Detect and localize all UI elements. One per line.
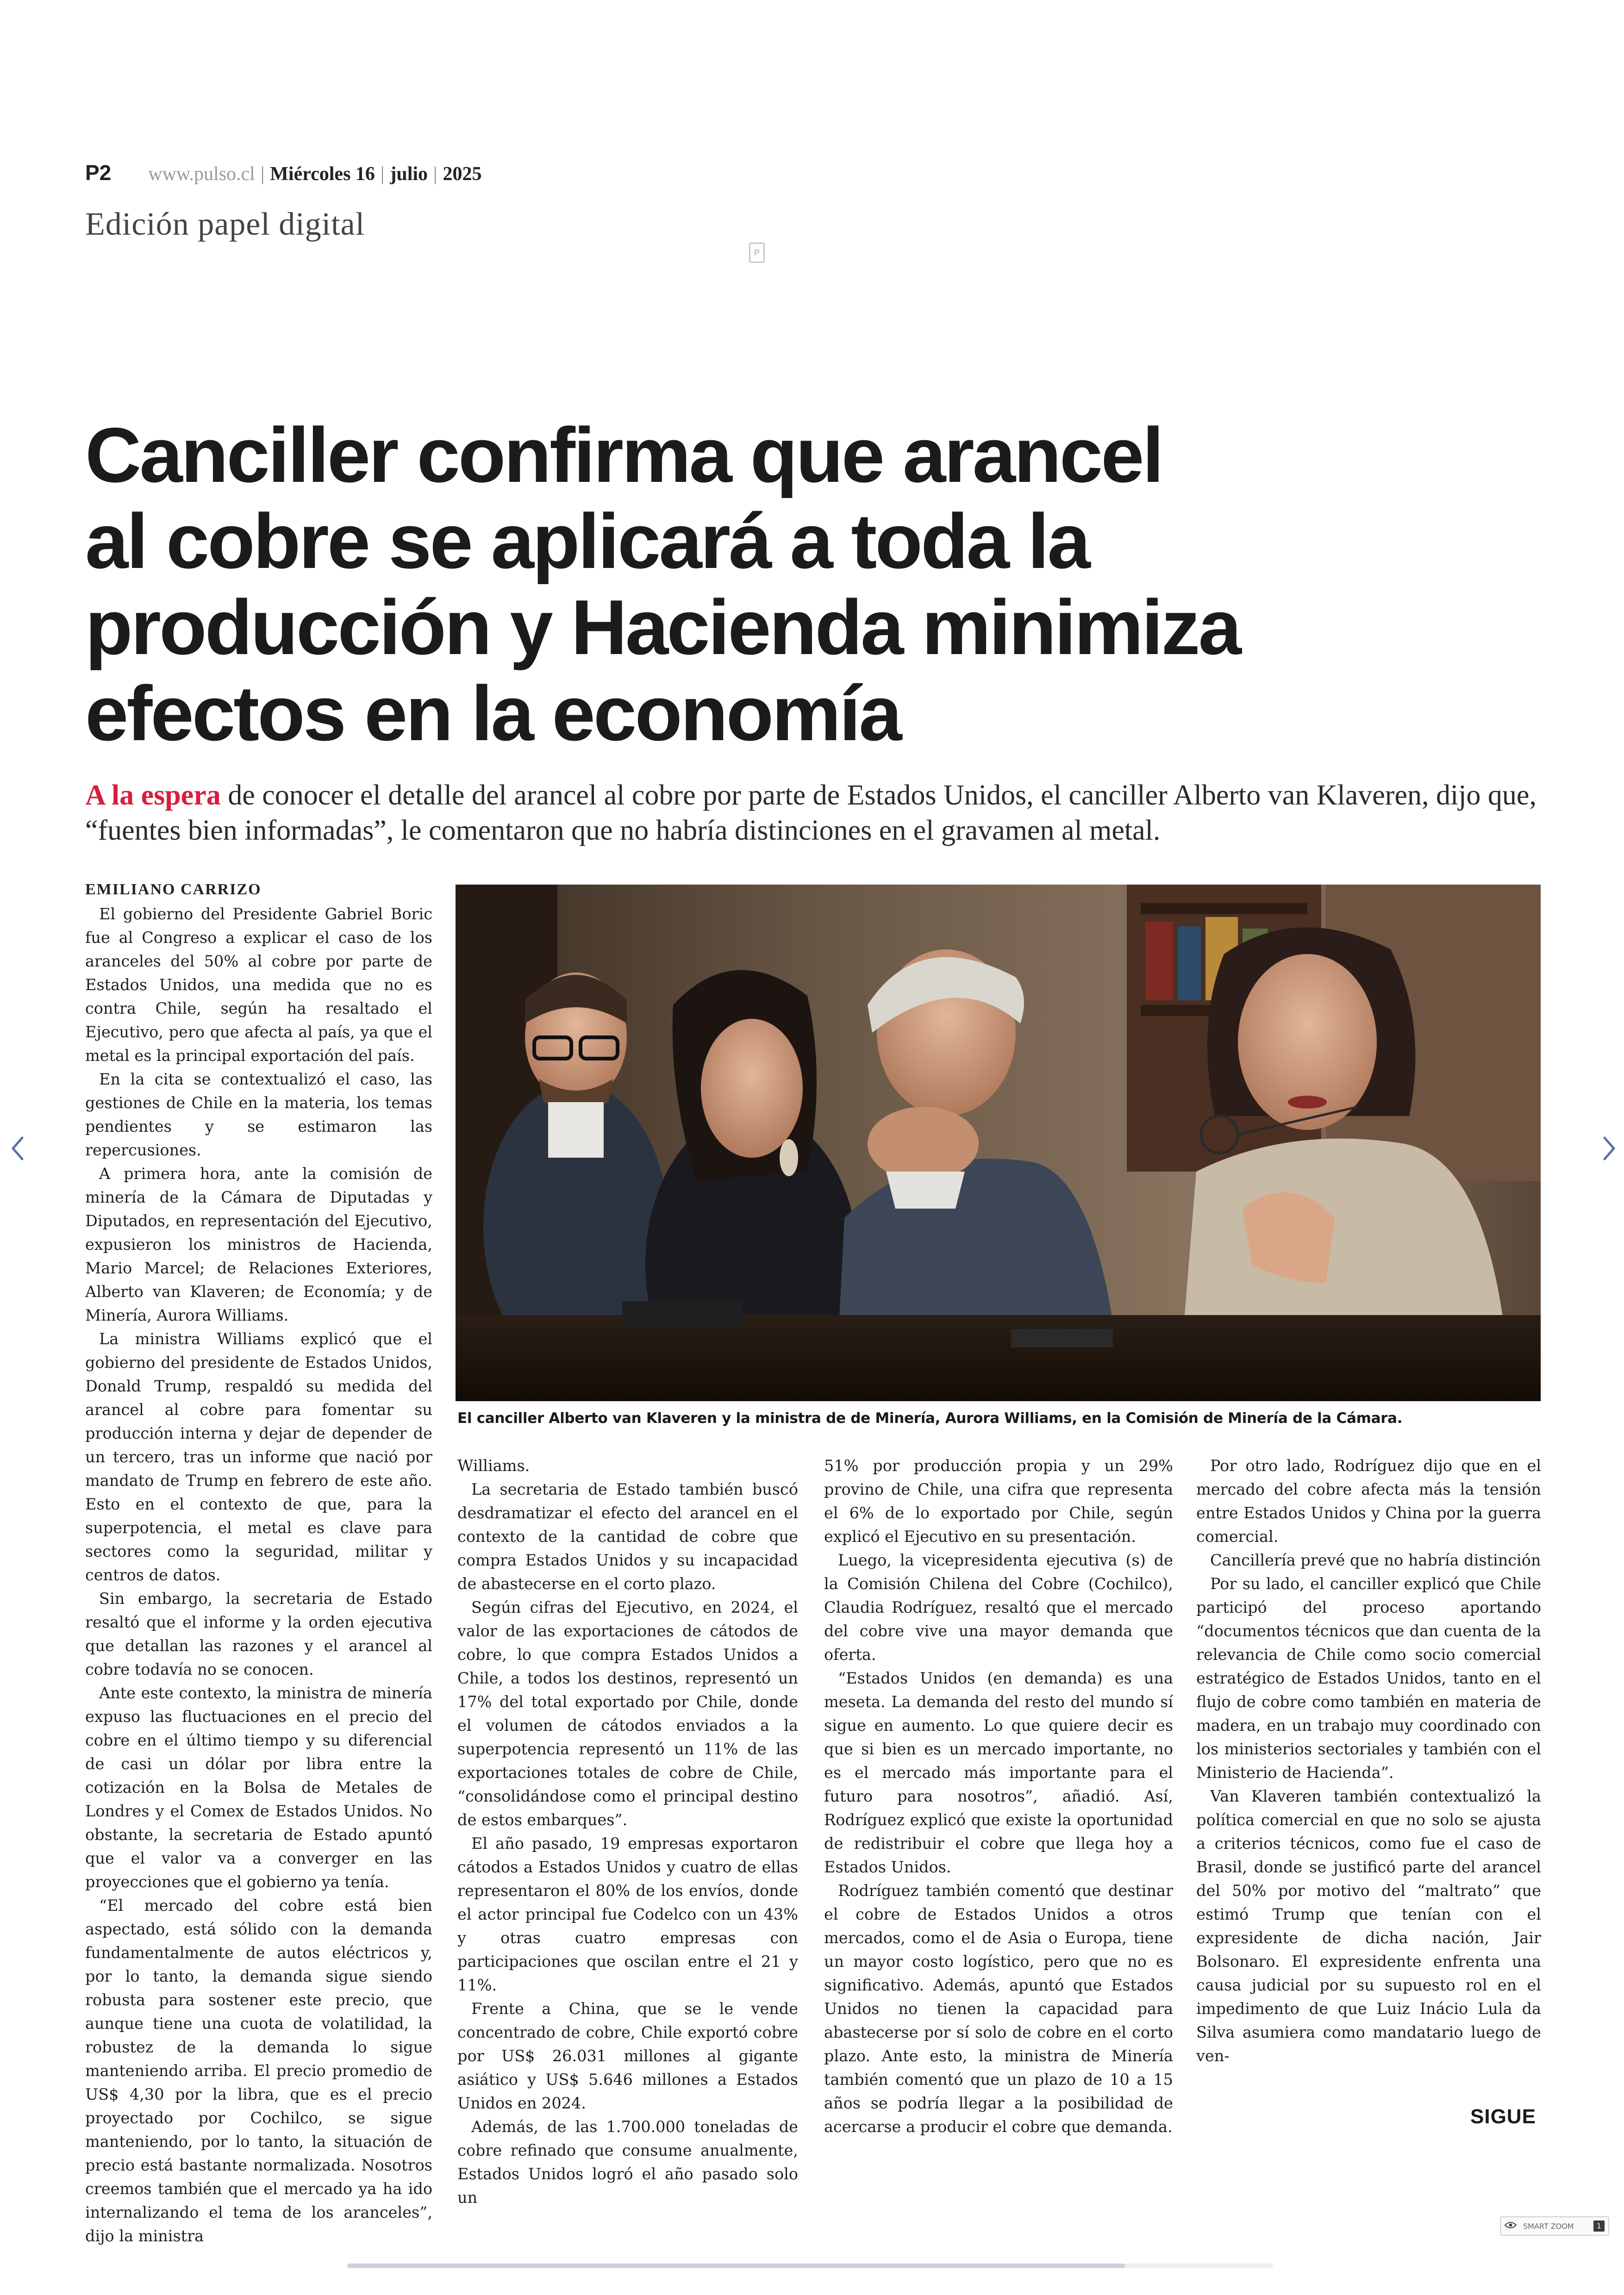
paragraph: Williams. [457,1457,530,1475]
paragraph: La ministra Williams explicó que el gobierno del presidente de Estados Unidos, Donald Trump, respaldó su medida del arancel al cobre para fomentar su producción interna y dejar de depender de un tercero, tras un informe que nació por mandato de Trump en febrero de este año. Esto en el contexto de que, para la superpotencia, el metal es clave para sectores como la seguridad, militar y centros de datos. [85,1330,432,1584]
article-column-2 [457,1454,798,2209]
separator: | [380,163,385,185]
section-subhead: Cancillería prevé que no habría distinción [1210,1551,1541,1569]
paragraph: Por su lado, el canciller explicó que Chile participó del proceso aportando “documentos técnicos que dan cuenta de la relevancia de Chile como socio comercial estratégico de Estados Unidos, tanto en el flujo de cobre como también en materia de madera, en un trabajo muy coordinado con los ministerios sectoriales y también con el Ministerio de Hacienda”. [1196,1575,1541,1782]
paragraph: 51% por producción propia y un 29% provino de Chile, una cifra que representa el 6% de lo exportado por Chile, según explicó el Ejecutivo en su presentación. [824,1457,1173,1546]
paragraph: Frente a China, que se le vende concentrado de cobre, Chile exportó cobre por US$ 26.031 millones al gigante asiático y US$ 5.646 millones a Estados Unidos en 2024. [457,2000,798,2112]
edition-label: Edición papel digital [85,206,365,242]
chevron-left-icon[interactable] [6,1132,30,1165]
separator: | [433,163,437,185]
site-url[interactable]: www.pulso.cl [148,163,255,185]
article-deck [85,778,1543,848]
paragraph: Según cifras del Ejecutivo, en 2024, el valor de las exportaciones de cátodos de cobre, lo que compra Estados Unidos a Chile, a todos los destinos, representó un 17% del total exportado por Chile, donde el volumen de cátodos enviados a la superpotencia representó un 11% de las exportaciones totales de cobre de Chile, “consolidándose como el principal destino de estos embarques”. [457,1598,798,1829]
paragraph: El gobierno del Presidente Gabriel Boric fue al Congreso a explicar el caso de los aranceles del 50% al cobre por parte de Estados Unidos, una medida que no es contra Chile, según ha resaltado el Ejecutivo, pero que afecta al país, ya que el metal es la principal exportación del país. [85,905,432,1065]
paragraph: A primera hora, ante la comisión de minería de la Cámara de Diputadas y Diputados, en representación del Ejecutivo, expusieron los ministros de Hacienda, Mario Marcel; de Relaciones Exteriores, Alberto van Klaveren; de Economía; y de Minería, Aurora Williams. [85,1165,432,1324]
byline: EMILIANO CARRIZO [85,881,262,898]
paragraph: Rodríguez también comentó que destinar el cobre de Estados Unidos a otros mercados, como el de Asia o Europa, tiene un mayor costo logístico, pero que no es significativo. Además, apuntó que Estados Unidos no tienen la capacidad para abastecerse por sí solo de cobre en el corto plazo. Ante esto, la ministra de Minería también comentó que un plazo de 10 a 15 años se podría llegar a la posibilidad de acercarse a producir el cobre que demanda. [824,1882,1173,2136]
continues-label: SIGUE [1470,2105,1536,2128]
page-marker-icon[interactable]: P [749,243,765,263]
separator: | [260,163,265,185]
deck-text: de conocer el detalle del arancel al cobre por parte de Estados Unidos, el canciller Alberto van Klaveren, dijo que, “fuentes bien informadas”, le comentaron que no habría distinciones en el gravamen al metal. [85,780,1537,846]
paragraph: Van Klaveren también contextualizó la política comercial en que no solo se ajusta a criterios técnicos, como fue el caso de Brasil, donde se justificó parte del arancel del 50% por motivo del “maltrato” que estimó Trump que tenían con el expresidente de dicha nación, Jair Bolsonaro. El expresidente enfrenta una causa judicial por su supuesto rol en el impedimento de que Luiz Inácio Lula da Silva asumiera como mandatario luego de ven- [1196,1787,1541,2065]
deck-lead: A la espera [85,780,221,811]
paragraph: Sin embargo, la secretaria de Estado resaltó que el informe y la orden ejecutiva que detallan las razones y el arancel al cobre todavía no se conocen. [85,1590,432,1678]
chevron-right-icon[interactable] [1597,1132,1620,1165]
article-column-4 [1196,1454,1541,2068]
scrollbar-thumb[interactable] [347,2264,1125,2268]
zoom-count-badge: 1 [1593,2220,1605,2232]
paragraph: En la cita se contextualizó el caso, las gestiones de Chile en la materia, los temas pendientes y se estimaron las repercusiones. [85,1070,432,1159]
smart-zoom-button[interactable] [1500,2216,1609,2236]
date-month: julio [390,163,428,185]
paragraph: “El mercado del cobre está bien aspectado, está sólido con la demanda fundamentalmente de autos eléctricos y, por lo tanto, la demanda sigue siendo robusta para sostener este precio, que aunque tiene una cuota de volatilidad, la robustez de la demanda lo sigue manteniendo arriba. El precio promedio de US$ 4,30 por la libra, que es el precio proyectado por Cochilco, se sigue manteniendo, por lo tanto, la situación de precio está bastante normalizada. Nosotros creemos también que el mercado ya ha ido internalizando el tema de los aranceles”, dijo la ministra [85,1896,432,2245]
page-header [85,160,481,188]
date-weekday: Miércoles 16 [270,163,375,185]
paragraph: El año pasado, 19 empresas exportaron cátodos a Estados Unidos y cuatro de ellas representaron el 80% de los envíos, donde el actor principal fue Codelco con un 43% y otras cuatro empresas con participaciones que oscilan entre el 21 y 11%. [457,1834,798,1994]
smart-zoom-label: SMART ZOOM [1523,2221,1574,2231]
paragraph: “Estados Unidos (en demanda) es una meseta. La demanda del resto del mundo sí sigue en aumento. Lo que quiere decir es que si bien es un mercado importante, no es el mercado más importante para el futuro para nosotros”, añadió. Así, Rodríguez explicó que existe la oportunidad de redistribuir el cobre que llega hoy a Estados Unidos. [824,1669,1173,1876]
paragraph: Luego, la vicepresidenta ejecutiva (s) de la Comisión Chilena del Cobre (Cochilco), Claudia Rodríguez, resaltó que el mercado del cobre vive una mayor demanda que oferta. [824,1551,1173,1664]
eye-icon [1505,2221,1517,2231]
paragraph: Ante este contexto, la ministra de minería expuso las fluctuaciones en el precio del cobre en el último tiempo y su diferencial de casi un dólar por libra entre la cotización en la Bolsa de Metales de Londres y el Comex de Estados Unidos. No obstante, la secretaria de Estado apuntó que el valor va a converger en las proyecciones que el gobierno ya tenía. [85,1684,432,1891]
paragraph: Por otro lado, Rodríguez dijo que en el mercado del cobre afecta más la tensión entre Estados Unidos y China por la guerra comercial. [1196,1457,1541,1546]
date-year: 2025 [443,163,482,185]
paragraph: Además, de las 1.700.000 toneladas de cobre refinado que consume anualmente, Estados Unidos logró el año pasado solo un [457,2118,798,2207]
article-headline: Canciller confirma que arancel al cobre se aplicará a toda la producción y Hacienda minimiza efectos en la economía [85,412,1240,757]
paragraph: La secretaria de Estado también buscó desdramatizar el efecto del arancel en el contexto de la cantidad de cobre que compra Estados Unidos y su incapacidad de abastecerse en el corto plazo. [457,1480,798,1593]
article-column-3 [824,1454,1173,2139]
article-column-1 [85,902,432,2248]
photo-caption: El canciller Alberto van Klaveren y la ministra de de Minería, Aurora Williams, en la Comisión de Minería de la Cámara. [457,1410,1403,1427]
page-number: P2 [85,161,112,185]
article-photo[interactable] [456,885,1541,1401]
